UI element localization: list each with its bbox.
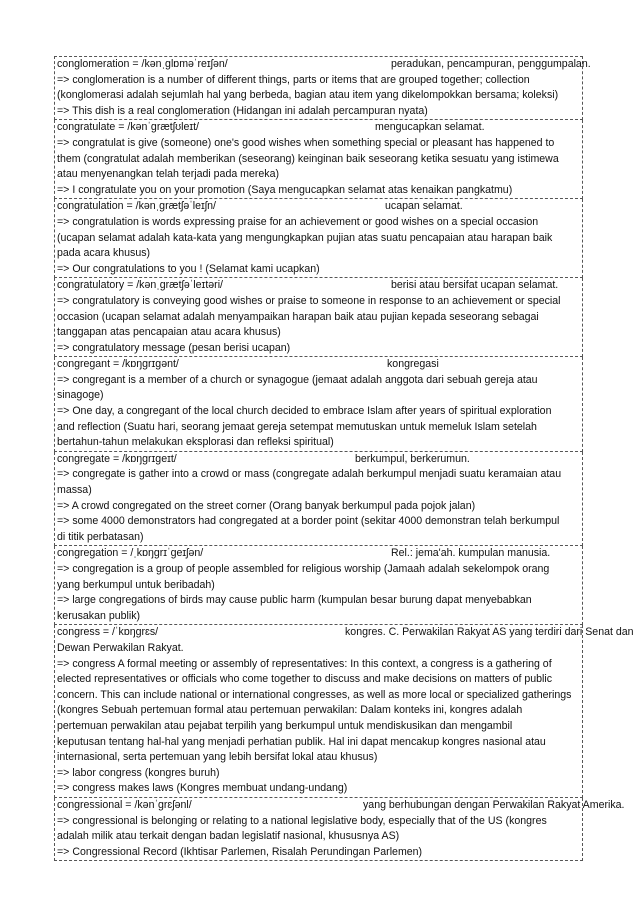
entry-headline	[57, 57, 591, 73]
headword: congratulation = /kənˌgrætʃəˈleɪʃn/	[57, 200, 216, 213]
entry-headline	[57, 452, 580, 468]
example-line: => some 4000 demonstrators had congregated at a border point (sekitar 4000 demonstran telah berkumpul	[57, 515, 560, 528]
definition-line: => congratulation is words expressing praise for an achievement or good wishes on a special occasion	[57, 215, 539, 228]
entry-headline	[57, 120, 580, 136]
example-line: kerusakan publik)	[57, 609, 141, 622]
meaning: kongres. C. Perwakilan Rakyat AS yang terdiri dari Senat dan	[345, 626, 634, 639]
entry-congratulation	[54, 199, 583, 278]
example-line: => This dish is a real conglomeration (Hidangan ini adalah percampuran nyata)	[57, 104, 428, 117]
entry-congressional	[54, 798, 625, 861]
example-line: and reflection (Suatu hari, seorang jemaat gereja setempat memutuskan untuk memeluk Islam setelah	[57, 420, 537, 433]
definition-line: Dewan Perwakilan Rakyat.	[57, 641, 184, 654]
definition-line: keputusan tentang hal-hal yang menjadi perhatian publik. Hal ini dapat mencakup kongres nasional atau	[57, 735, 546, 748]
definition-line: (kongres Sebuah pertemuan formal atau pertemuan perwakilan: Dalam konteks ini, kongres adalah	[57, 704, 523, 717]
headword: congress = /ˈkɒŋgrɛs/	[57, 626, 159, 639]
definition-line: => congregant is a member of a church or synagogue (jemaat adalah anggota dari sebuah gereja atau	[57, 373, 538, 386]
entry-congregate	[54, 452, 583, 547]
definition-line: tanggapan atas pencapaian atau acara khusus)	[57, 326, 281, 339]
example-line: => A crowd congregated on the street corner (Orang banyak berkumpul pada pojok jalan)	[57, 499, 476, 512]
definition-line: => congregation is a group of people assembled for religious worship (Jamaah adalah sekelompok orang	[57, 563, 550, 575]
definition-line: elected representatives or officials who come together to discuss and make decisions on matters of public	[57, 673, 553, 686]
headword: congratulatory = /kənˌgrætʃəˈleɪtəri/	[57, 279, 223, 292]
definition-line: massa)	[57, 484, 92, 497]
definition-line: adalah milik atau terkait dengan badan legislatif nasional, khususnya AS)	[57, 830, 400, 843]
headword: congregation = /ˌkɒŋgrɪˈgeɪʃən/	[57, 547, 204, 560]
example-line: => labor congress (kongres buruh)	[57, 766, 220, 779]
entry-congratulatory	[54, 278, 583, 357]
definition-line: sinagoge)	[57, 389, 104, 402]
entry-congress	[54, 625, 634, 798]
example-line: => congress makes laws (Kongres membuat undang-undang)	[57, 782, 348, 795]
meaning: kongregasi	[387, 358, 439, 371]
meaning: yang berhubungan dengan Perwakilan Rakyat Amerika.	[363, 798, 625, 811]
definition-line: pertemuan perwakilan atau pejabat terpilih yang berkumpul untuk mendiskusikan dan mengambil	[57, 719, 513, 732]
entry-congregation	[54, 546, 583, 625]
headword: congressional = /kənˈgrɛʃənl/	[57, 798, 192, 811]
example-line: di titik perbatasan)	[57, 530, 144, 543]
definition-line: concern. This can include national or international congresses, as well as more local or specialized gatherings	[57, 688, 572, 701]
definition-line: internasional, serta pertemuan yang lebih bersifat lokal atau khusus)	[57, 751, 378, 764]
definition-line: => congregate is gather into a crowd or mass (congregate adalah berkumpul menjadi suatu keramaian atau	[57, 468, 562, 481]
example-line: => I congratulate you on your promotion (Saya mengucapkan selamat atas kenaikan pangkatmu)	[57, 183, 513, 196]
definition-line: (konglomerasi adalah sejumlah hal yang berbeda, bagian atau item yang dikelompokkan bersama; koleksi)	[57, 89, 559, 102]
dictionary-page	[54, 56, 634, 861]
entry-headline	[57, 357, 580, 373]
headword: congratulate = /kənˈgrætʃʊleɪt/	[57, 121, 199, 134]
example-line: => One day, a congregant of the local church decided to embrace Islam after years of spiritual exploration	[57, 405, 552, 418]
headword: congregant = /kɒŋgrɪgənt/	[57, 358, 179, 371]
example-line: bertahun-tahun melakukan eksplorasi dan refleksi spiritual)	[57, 436, 334, 449]
example-line: => congratulatory message (pesan berisi ucapan)	[57, 341, 291, 354]
entry-headline	[57, 625, 634, 641]
meaning: ucapan selamat.	[385, 200, 463, 213]
entry-congregant	[54, 357, 583, 452]
meaning: mengucapkan selamat.	[375, 121, 485, 134]
entry-headline	[57, 798, 625, 814]
definition-line: pada acara khusus)	[57, 247, 151, 260]
definition-line: => congress A formal meeting or assembly of representatives: In this context, a congress is a gathering of	[57, 657, 552, 670]
definition-line: yang berkumpul untuk beribadah)	[57, 578, 215, 591]
headword: congregate = /kɒŋgrɪgeɪt/	[57, 452, 177, 465]
headword: conglomeration = /kənˌglɒməˈreɪʃən/	[57, 58, 228, 70]
meaning: berkumpul, berkerumun.	[355, 452, 470, 465]
example-line: => Our congratulations to you ! (Selamat kami ucapkan)	[57, 262, 320, 275]
definition-line: atau menyenangkan telah terjadi pada mereka)	[57, 168, 280, 181]
definition-line: => congratulatory is conveying good wishes or praise to someone in response to an achievement or special	[57, 294, 561, 307]
entry-conglomeration	[54, 56, 591, 120]
example-line: => large congregations of birds may cause public harm (kumpulan besar burung dapat menyebabkan	[57, 594, 532, 607]
definition-line: => congratulat is give (someone) one's good wishes when something special or pleasant has happened to	[57, 136, 555, 149]
definition-line: => congressional is belonging or relating to a national legislative body, especially that of the US (kongres	[57, 814, 547, 827]
definition-line: occasion (ucapan selamat adalah menyampaikan harapan baik atau pujian kepada seseorang sebagai	[57, 310, 539, 323]
meaning: Rel.: jema'ah. kumpulan manusia.	[391, 547, 551, 560]
entry-congratulate	[54, 120, 583, 199]
entry-headline	[57, 278, 580, 294]
definition-line: (ucapan selamat adalah kata-kata yang mengungkapkan pujian atas suatu pencapaian atau harapan baik	[57, 231, 553, 244]
entry-headline	[57, 546, 580, 562]
meaning: berisi atau bersifat ucapan selamat.	[391, 279, 559, 292]
definition-line: them (congratulat adalah memberikan (seseorang) keinginan baik seseorang ketika sesuatu yang istimewa	[57, 152, 559, 165]
definition-line: => conglomeration is a number of different things, parts or items that are grouped together; collection	[57, 73, 530, 86]
example-line: => Congressional Record (Ikhtisar Parlemen, Risalah Perundingan Parlemen)	[57, 845, 423, 858]
meaning: peradukan, pencampuran, penggumpalan.	[391, 58, 591, 70]
entry-headline	[57, 199, 580, 215]
